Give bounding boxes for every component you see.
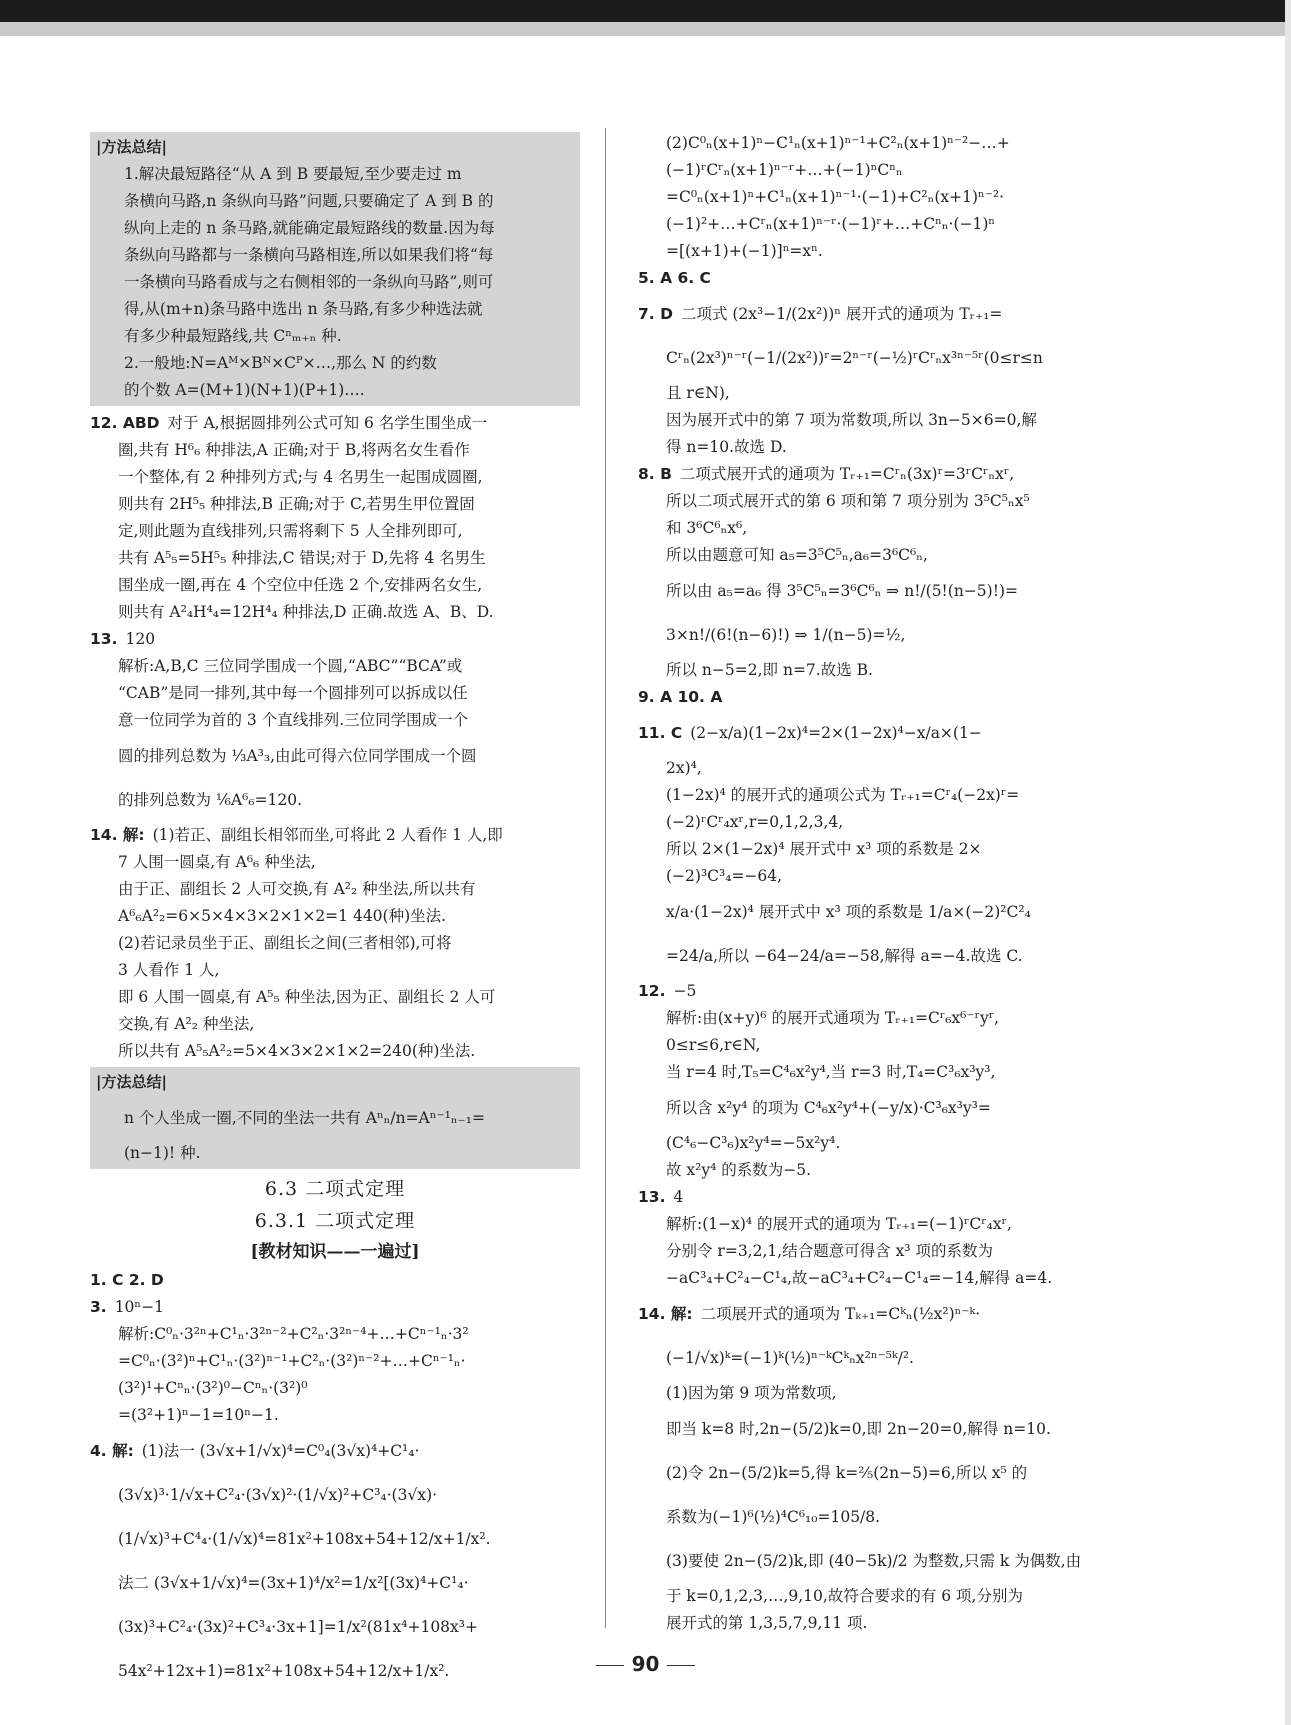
line-text: 二项展开式的通项为 Tₖ₊₁=Cᵏₙ(½x²)ⁿ⁻ᵏ· xyxy=(700,1305,981,1323)
line-text: (3)要使 2n−(5/2)k,即 (40−5k)/2 为整数,只需 k 为偶数,由 xyxy=(666,1552,1082,1570)
question-number: 14. 解: xyxy=(638,1305,693,1323)
section-title xyxy=(90,1173,580,1205)
text-line xyxy=(90,626,580,653)
text-line xyxy=(90,599,580,626)
text-line xyxy=(90,1473,580,1517)
text-line xyxy=(638,711,1130,755)
question-number: 13. xyxy=(638,1188,666,1206)
text-line xyxy=(96,1140,574,1167)
line-text: |方法总结| xyxy=(96,138,167,156)
text-line xyxy=(638,211,1130,238)
line-text: 10ⁿ−1 xyxy=(114,1298,164,1316)
line-text: 6.3 二项式定理 xyxy=(264,1178,406,1200)
text-line xyxy=(96,350,574,377)
line-text: (3²)¹+Cⁿₙ·(3²)⁰−Cⁿₙ·(3²)⁰ xyxy=(118,1379,308,1397)
line-text: 共有 A⁵₅=5H⁵₅ 种排法,C 错误;对于 D,先将 4 名男生 xyxy=(118,549,486,567)
text-line xyxy=(96,242,574,269)
text-line xyxy=(96,377,574,404)
text-line xyxy=(90,984,580,1011)
text-line xyxy=(90,545,580,572)
text-line xyxy=(638,809,1130,836)
scan-top-shadow xyxy=(0,22,1291,36)
section-title xyxy=(90,1205,580,1237)
text-line xyxy=(96,1096,574,1140)
text-line xyxy=(638,836,1130,863)
question-number: 12. xyxy=(638,982,666,1000)
box-heading xyxy=(96,134,574,161)
text-line xyxy=(96,161,574,188)
line-text: =C⁰ₙ(x+1)ⁿ+C¹ₙ(x+1)ⁿ⁻¹·(−1)+C²ₙ(x+1)ⁿ⁻²· xyxy=(666,188,1005,206)
line-text: =[(x+1)+(−1)]ⁿ=xⁿ. xyxy=(666,242,823,260)
text-line xyxy=(638,1407,1130,1451)
line-text: 3 人看作 1 人, xyxy=(118,961,220,979)
left-column xyxy=(90,130,580,1693)
footer-dash-right xyxy=(667,1665,695,1666)
line-text: (2)若记录员坐于正、副组长之间(三者相邻),可将 xyxy=(118,934,452,952)
text-line xyxy=(90,1429,580,1473)
line-text: 所以共有 A⁵₅A²₂=5×4×3×2×1×2=240(种)坐法. xyxy=(118,1042,476,1060)
text-line xyxy=(638,569,1130,613)
text-line xyxy=(90,680,580,707)
line-text: 故 x²y⁴ 的系数为−5. xyxy=(666,1161,812,1179)
line-text: (1−2x)⁴ 的展开式的通项公式为 Tᵣ₊₁=Cʳ₄(−2x)ʳ= xyxy=(666,786,1020,804)
text-line xyxy=(90,410,580,437)
text-line xyxy=(90,518,580,545)
line-text: (1)因为第 9 项为常数项, xyxy=(666,1384,837,1402)
line-text: (2−x/a)(1−2x)⁴=2×(1−2x)⁴−x/a×(1− xyxy=(690,724,982,742)
line-text: [教材知识——一遍过] xyxy=(250,1242,420,1262)
method-summary-box xyxy=(90,1067,580,1169)
text-line xyxy=(90,1517,580,1561)
line-text: 系数为(−1)⁶(½)⁴C⁶₁₀=105/8. xyxy=(666,1508,881,1526)
question-number: 12. ABD xyxy=(90,414,160,432)
line-text: 一个整体,有 2 种排列方式;与 4 名男生一起围成圆圈, xyxy=(118,468,483,486)
line-text: (2)C⁰ₙ(x+1)ⁿ−C¹ₙ(x+1)ⁿ⁻¹+C²ₙ(x+1)ⁿ⁻²−…+ xyxy=(666,134,1010,152)
line-text: 展开式的第 1,3,5,7,9,11 项. xyxy=(666,1614,868,1632)
text-line xyxy=(96,188,574,215)
text-line xyxy=(638,380,1130,407)
line-text: 圆的排列总数为 ⅓A³₃,由此可得六位同学围成一个圆 xyxy=(118,747,477,765)
text-line xyxy=(90,572,580,599)
line-text: 120 xyxy=(125,630,156,648)
text-line xyxy=(90,464,580,491)
text-line xyxy=(638,1032,1130,1059)
line-text: −5 xyxy=(673,982,697,1000)
text-line xyxy=(638,934,1130,978)
line-text: (C⁴₆−C³₆)x²y⁴=−5x²y⁴. xyxy=(666,1134,841,1152)
line-text: 4 xyxy=(673,1188,684,1206)
line-text: =(3²+1)ⁿ−1=10ⁿ−1. xyxy=(118,1406,279,1424)
text-line xyxy=(638,515,1130,542)
question-number: 9. A 10. A xyxy=(638,688,723,706)
line-text: 所以 2×(1−2x)⁴ 展开式中 x³ 项的系数是 2× xyxy=(666,840,982,858)
text-line xyxy=(638,1130,1130,1157)
question-number: 7. D xyxy=(638,305,673,323)
scan-right-edge xyxy=(1285,0,1291,1725)
text-line xyxy=(96,215,574,242)
line-text: (−1)²+…+Cʳₙ(x+1)ⁿ⁻ʳ·(−1)ʳ+…+Cⁿₙ·(−1)ⁿ xyxy=(666,215,996,233)
line-text: A⁶₆A²₂=6×5×4×3×2×1×2=1 440(种)坐法. xyxy=(118,907,447,925)
text-line xyxy=(638,1005,1130,1032)
footer-dash-left xyxy=(596,1665,624,1666)
text-line xyxy=(638,1610,1130,1637)
text-line xyxy=(638,184,1130,211)
line-text: 二项式 (2x³−1/(2x²))ⁿ 展开式的通项为 Tᵣ₊₁= xyxy=(680,305,1003,323)
text-line xyxy=(638,434,1130,461)
line-text: (n−1)! 种. xyxy=(124,1144,201,1162)
question-number: 5. A 6. C xyxy=(638,269,711,287)
line-text: 有多少种最短路线,共 Cⁿₘ₊ₙ 种. xyxy=(124,327,342,345)
text-line xyxy=(90,957,580,984)
line-text: (3√x)³·1/√x+C²₄·(3√x)²·(1/√x)²+C³₄·(3√x)· xyxy=(118,1486,438,1504)
text-line xyxy=(638,542,1130,569)
text-line xyxy=(90,1605,580,1649)
line-text: (2)令 2n−(5/2)k=5,得 k=⅖(2n−5)=6,所以 x⁵ 的 xyxy=(666,1464,1028,1482)
text-line xyxy=(638,157,1130,184)
question-number: 14. 解: xyxy=(90,826,145,844)
line-text: 法二 (3√x+1/√x)⁴=(3x+1)⁴/x²=1/x²[(3x)⁴+C¹₄· xyxy=(118,1574,469,1592)
text-line xyxy=(90,903,580,930)
text-line xyxy=(638,782,1130,809)
section-subheading xyxy=(90,1237,580,1267)
line-text: 圈,共有 H⁶₆ 种排法,A 正确;对于 B,将两名女生看作 xyxy=(118,441,470,459)
question-number: 3. xyxy=(90,1298,107,1316)
question-number: 4. 解: xyxy=(90,1442,134,1460)
line-text: 因为展开式中的第 7 项为常数项,所以 3n−5×6=0,解 xyxy=(666,411,1037,429)
line-text: x/a·(1−2x)⁴ 展开式中 x³ 项的系数是 1/a×(−2)²C²₄ xyxy=(666,903,1031,921)
line-text: 由于正、副组长 2 人可交换,有 A²₂ 种坐法,所以共有 xyxy=(118,880,476,898)
text-line xyxy=(96,323,574,350)
text-line xyxy=(638,1265,1130,1292)
line-text: 54x²+12x+1)=81x²+108x+54+12/x+1/x². xyxy=(118,1662,450,1680)
text-line xyxy=(638,407,1130,434)
question-number: 13. xyxy=(90,630,118,648)
text-line xyxy=(90,1561,580,1605)
line-text: n 个人坐成一圈,不同的坐法一共有 Aⁿₙ/n=Aⁿ⁻¹ₙ₋₁= xyxy=(124,1109,485,1127)
text-line xyxy=(638,1539,1130,1583)
text-line xyxy=(638,613,1130,657)
text-line xyxy=(638,1238,1130,1265)
question-number: 8. B xyxy=(638,465,672,483)
line-text: 2.一般地:N=Aᴹ×Bᴺ×Cᴾ×…,那么 N 的约数 xyxy=(124,354,437,372)
line-text: 二项式展开式的通项为 Tᵣ₊₁=Cʳₙ(3x)ʳ=3ʳCʳₙxʳ, xyxy=(679,465,1015,483)
line-text: (1)法一 (3√x+1/√x)⁴=C⁰₄(3√x)⁴+C¹₄· xyxy=(141,1442,420,1460)
method-summary-box xyxy=(90,132,580,406)
line-text: =24/a,所以 −64−24/a=−58,解得 a=−4.故选 C. xyxy=(666,947,1023,965)
line-text: 即当 k=8 时,2n−(5/2)k=0,即 2n−20=0,解得 n=10. xyxy=(666,1420,1051,1438)
text-line xyxy=(638,238,1130,265)
text-line xyxy=(638,1336,1130,1380)
page-number: 90 xyxy=(631,1652,660,1676)
line-text: 定,则此题为直线排列,只需将剩下 5 人全排列即可, xyxy=(118,522,463,540)
line-text: (−2)ʳCʳ₄xʳ,r=0,1,2,3,4, xyxy=(666,813,844,831)
text-line xyxy=(96,296,574,323)
line-text: 所以由 a₅=a₆ 得 3⁵C⁵ₙ=3⁶C⁶ₙ ⇒ n!/(5!(n−5)!)= xyxy=(666,582,1018,600)
text-line xyxy=(90,734,580,778)
text-line xyxy=(638,1184,1130,1211)
question-number: 1. C 2. D xyxy=(90,1271,164,1289)
line-text: 即 6 人围一圆桌,有 A⁵₅ 种坐法,因为正、副组长 2 人可 xyxy=(118,988,496,1006)
text-line xyxy=(90,930,580,957)
text-line xyxy=(638,1495,1130,1539)
text-line xyxy=(638,684,1130,711)
line-text: 条纵向马路都与一条横向马路相连,所以如果我们将“每 xyxy=(124,246,494,264)
line-text: 一条横向马路看成与之右侧相邻的一条纵向马路”,则可 xyxy=(124,273,494,291)
text-line xyxy=(90,491,580,518)
page-footer xyxy=(0,1652,1291,1676)
scan-top-border xyxy=(0,0,1291,22)
line-text: 7 人围一圆桌,有 A⁶₆ 种坐法, xyxy=(118,853,316,871)
text-line xyxy=(638,978,1130,1005)
line-text: (−1)ʳCʳₙ(x+1)ⁿ⁻ʳ+…+(−1)ⁿCⁿₙ xyxy=(666,161,903,179)
text-line xyxy=(90,778,580,822)
text-line xyxy=(90,822,580,849)
text-line xyxy=(90,849,580,876)
line-text: |方法总结| xyxy=(96,1073,167,1091)
text-line xyxy=(638,755,1130,782)
line-text: −aC³₄+C²₄−C¹₄,故−aC³₄+C²₄−C¹₄=−14,解得 a=4. xyxy=(666,1269,1053,1287)
line-text: 的排列总数为 ⅙A⁶₆=120. xyxy=(118,791,303,809)
text-line xyxy=(90,707,580,734)
text-line xyxy=(638,1451,1130,1495)
line-text: 得,从(m+n)条马路中选出 n 条马路,有多少种选法就 xyxy=(124,300,483,318)
text-line xyxy=(90,1294,580,1321)
line-text: 当 r=4 时,T₅=C⁴₆x²y⁴,当 r=3 时,T₄=C³₆x³y³, xyxy=(666,1063,996,1081)
line-text: 于 k=0,1,2,3,…,9,10,故符合要求的有 6 项,分别为 xyxy=(666,1587,1023,1605)
line-text: 交换,有 A²₂ 种坐法, xyxy=(118,1015,255,1033)
text-line xyxy=(638,461,1130,488)
line-text: 围坐成一圈,再在 4 个空位中任选 2 个,安排两名女生, xyxy=(118,576,483,594)
line-text: 所以二项式展开式的第 6 项和第 7 项分别为 3⁵C⁵ₙx⁵ xyxy=(666,492,1030,510)
text-line xyxy=(638,265,1130,292)
text-line xyxy=(638,1583,1130,1610)
text-line xyxy=(638,488,1130,515)
text-line xyxy=(638,1157,1130,1184)
text-line xyxy=(90,1348,580,1375)
line-text: “CAB”是同一排列,其中每一个圆排列可以拆成以任 xyxy=(118,684,468,702)
line-text: 2x)⁴, xyxy=(666,759,702,777)
text-line xyxy=(96,269,574,296)
text-line xyxy=(638,1059,1130,1086)
line-text: 1.解决最短路径“从 A 到 B 要最短,至少要走过 m xyxy=(124,165,462,183)
line-text: 所以含 x²y⁴ 的项为 C⁴₆x²y⁴+(−y/x)·C³₆x³y³= xyxy=(666,1099,991,1117)
line-text: 解析:C⁰ₙ·3²ⁿ+C¹ₙ·3²ⁿ⁻²+C²ₙ·3²ⁿ⁻⁴+…+Cⁿ⁻¹ₙ·3² xyxy=(118,1325,469,1343)
line-text: 得 n=10.故选 D. xyxy=(666,438,787,456)
line-text: 6.3.1 二项式定理 xyxy=(254,1210,416,1232)
line-text: 则共有 2H⁵₅ 种排法,B 正确;对于 C,若男生甲位置固 xyxy=(118,495,475,513)
line-text: 和 3⁶C⁶ₙx⁶, xyxy=(666,519,748,537)
text-line xyxy=(638,890,1130,934)
text-line xyxy=(638,1292,1130,1336)
text-line xyxy=(638,292,1130,336)
line-text: 且 r∈N), xyxy=(666,384,730,402)
line-text: (1)若正、副组长相邻而坐,可将此 2 人看作 1 人,即 xyxy=(152,826,503,844)
line-text: (−2)³C³₄=−64, xyxy=(666,867,783,885)
line-text: =C⁰ₙ·(3²)ⁿ+C¹ₙ·(3²)ⁿ⁻¹+C²ₙ·(3²)ⁿ⁻²+…+Cⁿ⁻¹ₙ· xyxy=(118,1352,466,1370)
text-line xyxy=(638,130,1130,157)
line-text: 解析:由(x+y)⁶ 的展开式通项为 Tᵣ₊₁=Cʳ₆x⁶⁻ʳyʳ, xyxy=(666,1009,1000,1027)
text-line xyxy=(90,1375,580,1402)
text-line xyxy=(638,336,1130,380)
line-text: 0≤r≤6,r∈N, xyxy=(666,1036,761,1054)
line-text: (−1/√x)ᵏ=(−1)ᵏ(½)ⁿ⁻ᵏCᵏₙx²ⁿ⁻⁵ᵏ/². xyxy=(666,1349,914,1367)
text-line xyxy=(90,653,580,680)
line-text: 意一位同学为首的 3 个直线排列.三位同学围成一个 xyxy=(118,711,469,729)
text-line xyxy=(90,1267,580,1294)
text-line xyxy=(638,657,1130,684)
text-line xyxy=(90,1321,580,1348)
line-text: 所以由题意可知 a₅=3⁵C⁵ₙ,a₆=3⁶C⁶ₙ, xyxy=(666,546,928,564)
text-line xyxy=(90,437,580,464)
text-line xyxy=(90,876,580,903)
question-number: 11. C xyxy=(638,724,683,742)
box-heading xyxy=(96,1069,574,1096)
text-line xyxy=(90,1011,580,1038)
text-line xyxy=(638,1086,1130,1130)
line-text: 分别令 r=3,2,1,结合题意可得含 x³ 项的系数为 xyxy=(666,1242,993,1260)
line-text: 条横向马路,n 条纵向马路”问题,只要确定了 A 到 B 的 xyxy=(124,192,494,210)
line-text: 3×n!/(6!(n−6)!) ⇒ 1/(n−5)=½, xyxy=(666,626,906,644)
line-text: 解析:(1−x)⁴ 的展开式的通项为 Tᵣ₊₁=(−1)ʳCʳ₄xʳ, xyxy=(666,1215,1012,1233)
line-text: 所以 n−5=2,即 n=7.故选 B. xyxy=(666,661,873,679)
column-divider xyxy=(605,128,606,1628)
line-text: (1/√x)³+C⁴₄·(1/√x)⁴=81x²+108x+54+12/x+1/x². xyxy=(118,1530,491,1548)
line-text: 纵向上走的 n 条马路,就能确定最短路线的数量.因为每 xyxy=(124,219,495,237)
line-text: 解析:A,B,C 三位同学围成一个圆,“ABC”“BCA”或 xyxy=(118,657,463,675)
text-line xyxy=(638,1211,1130,1238)
text-line xyxy=(638,1380,1130,1407)
text-line xyxy=(90,1402,580,1429)
line-text: 则共有 A²₄H⁴₄=12H⁴₄ 种排法,D 正确.故选 A、B、D. xyxy=(118,603,494,621)
line-text: 的个数 A=(M+1)(N+1)(P+1)…. xyxy=(124,381,365,399)
line-text: Cʳₙ(2x³)ⁿ⁻ʳ(−1/(2x²))ʳ=2ⁿ⁻ʳ(−½)ʳCʳₙx³ⁿ⁻⁵ʳ(0≤r≤n xyxy=(666,349,1043,367)
line-text: 对于 A,根据圆排列公式可知 6 名学生围坐成一 xyxy=(167,414,488,432)
line-text: (3x)³+C²₄·(3x)²+C³₄·3x+1]=1/x²(81x⁴+108x³+ xyxy=(118,1618,478,1636)
right-column xyxy=(638,130,1130,1637)
text-line xyxy=(90,1038,580,1065)
text-line xyxy=(638,863,1130,890)
